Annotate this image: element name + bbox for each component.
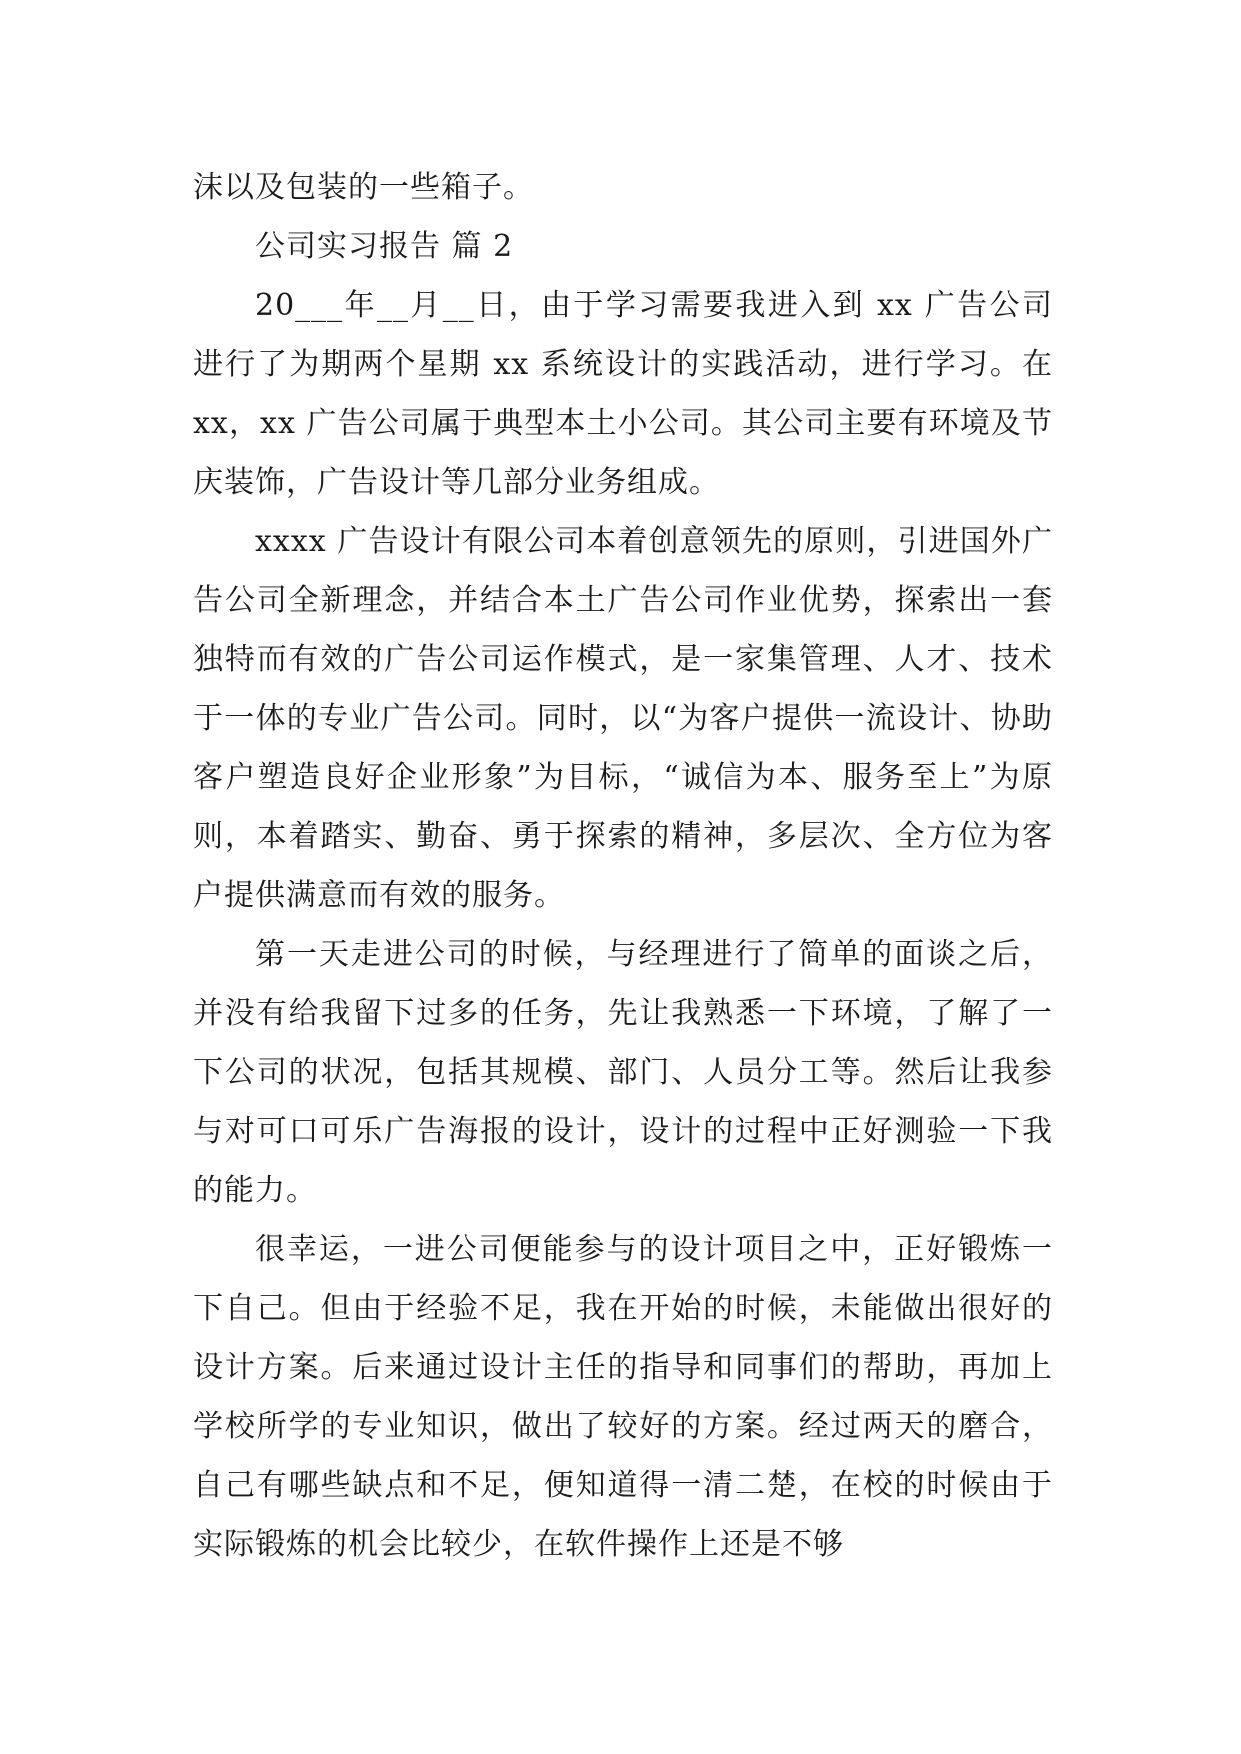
section-heading: 公司实习报告 篇 2 bbox=[255, 229, 514, 264]
paragraph-first-day: 第一天走进公司的时候，与经理进行了简单的面谈之后，并没有给我留下过多的任务，先让我熟悉一下环境，了解了一下公司的状况，包括其规模、部门、人员分工等。然后让我参与对可口可乐广告海报的设计，设计的过程中正好测验一下我的能力。 bbox=[193, 937, 1053, 1208]
paragraph-company-profile: xxxx 广告设计有限公司本着创意领先的原则，引进国外广告公司全新理念，并结合本土广告公司作业优势，探索出一套独特而有效的广告公司运作模式，是一家集管理、人才、技术于一体的专业广告公司。同时，以“为客户提供一流设计、协助客户塑造良好企业形象”为目标，“诚信为本、服务至上”为原则，本着踏实、勤奋、勇于探索的精神，多层次、全方位为客户提供满意而有效的服务。 bbox=[193, 524, 1053, 913]
paragraph-intro: 20___年__月__日，由于学习需要我进入到 xx 广告公司进行了为期两个星期 xx 系统设计的实践活动，进行学习。在 xx，xx 广告公司属于典型本土小公司。其公司主要有环境及节庆装饰，广告设计等几部分业务组成。 bbox=[193, 288, 1053, 500]
paragraph-design-project: 很幸运，一进公司便能参与的设计项目之中，正好锻炼一下自己。但由于经验不足，我在开始的时候，未能做出很好的设计方案。后来通过设计主任的指导和同事们的帮助，再加上学校所学的专业知识，做出了较好的方案。经过两天的磨合，自己有哪些缺点和不足，便知道得一清二楚，在校的时候由于实际锻炼的机会比较少，在软件操作上还是不够 bbox=[193, 1232, 1053, 1562]
paragraph-continuation: 沫以及包装的一些箱子。 bbox=[193, 170, 534, 205]
document-body bbox=[193, 158, 1053, 1574]
